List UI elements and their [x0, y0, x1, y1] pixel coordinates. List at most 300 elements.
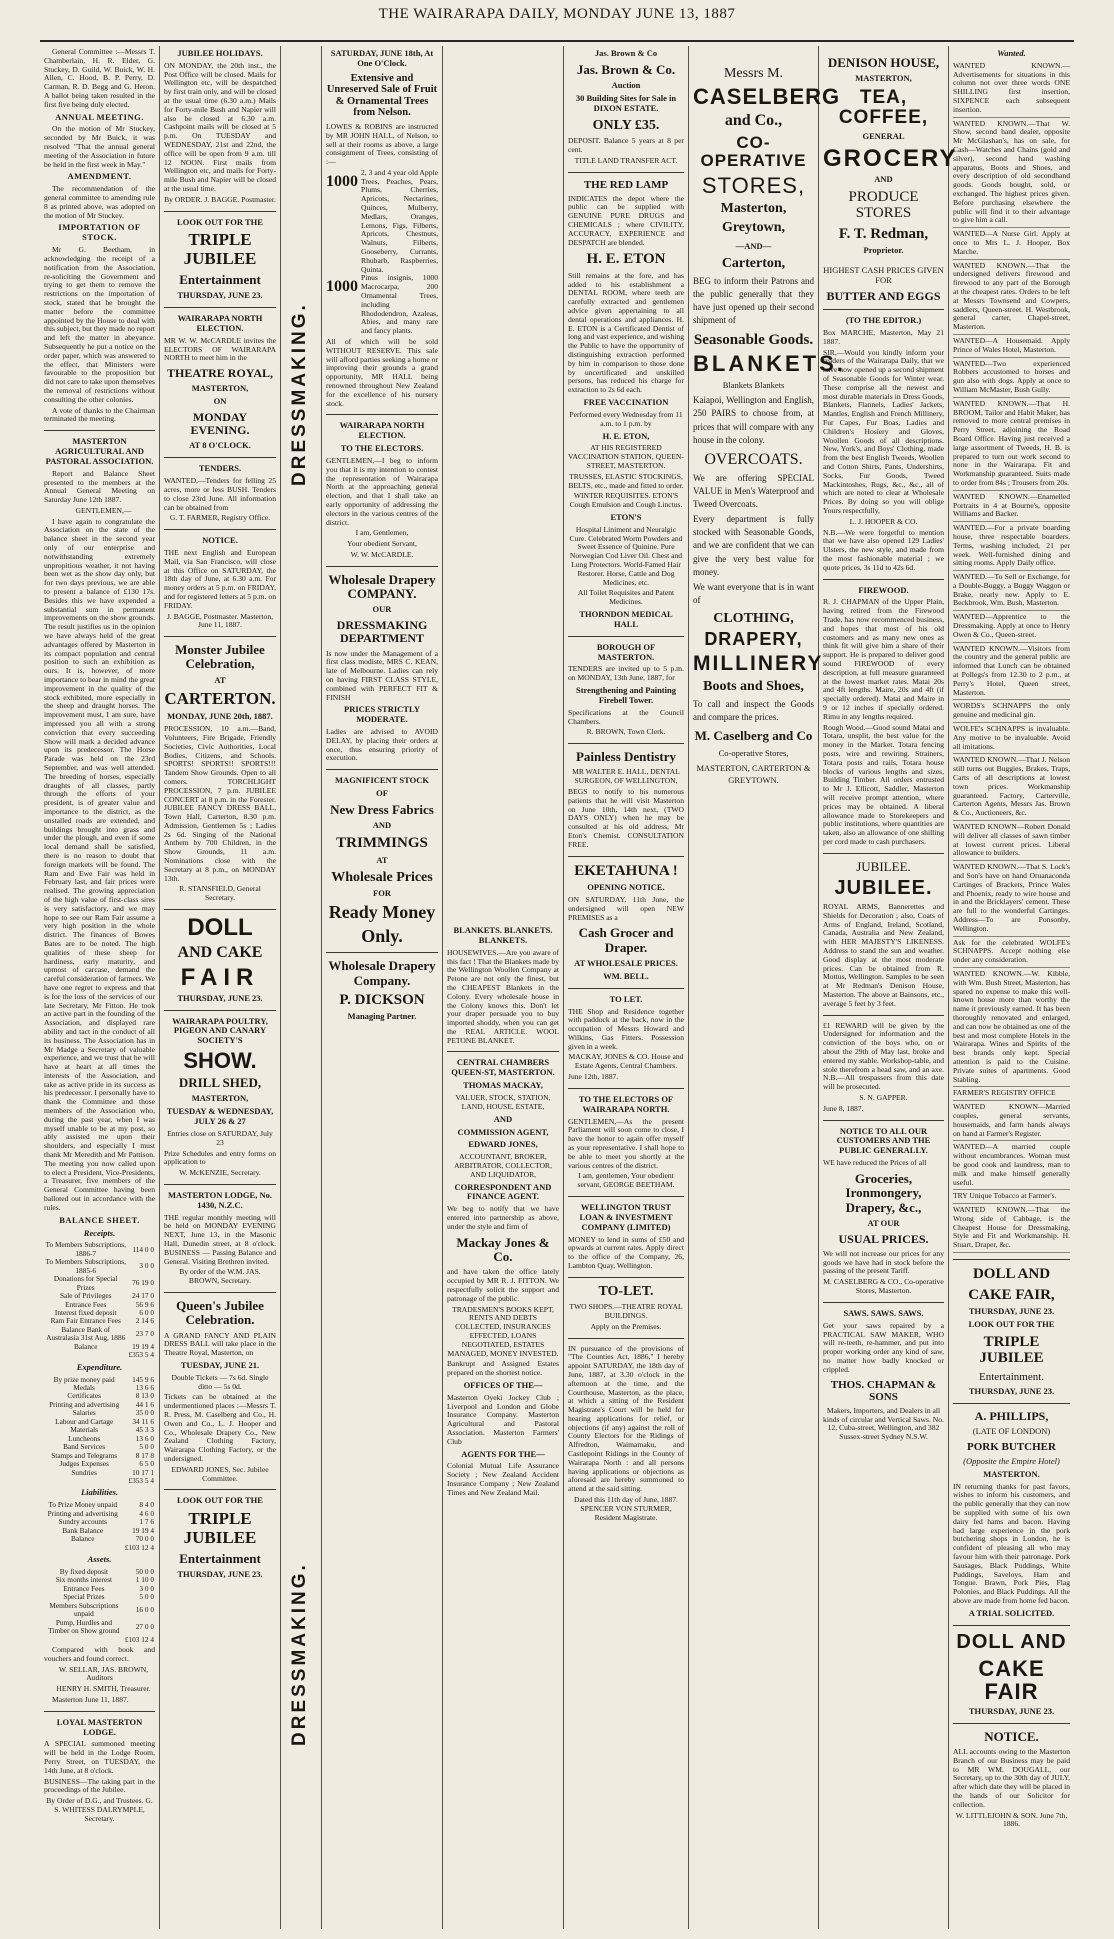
doll-title: DOLL AND: [972, 1266, 1051, 1283]
butter-eggs: BUTTER AND EGGS: [826, 289, 941, 304]
borough-heading: BOROUGH OF MASTERTON.: [596, 641, 656, 662]
wanted-item: WANTED—A married couple without encumbrances. Woman must be good cook and laundress, man to milk and make himself generally useful.: [953, 1143, 1070, 1190]
importation-heading: IMPORTATION OF STOCK.: [58, 222, 141, 243]
triple-jubilee-title: TRIPLE JUBILEE: [979, 1333, 1044, 1367]
entertainment-title: Entertainment: [179, 271, 261, 287]
poultry-heading: WAIRARAPA POULTRY, PIGEON AND CANARY SOCIETY'S: [172, 1015, 268, 1046]
receipts-label: Donations for Special Prizes: [53, 1274, 118, 1292]
stores-title: STORES,: [701, 172, 806, 198]
wanted-item: WANTED KNOWN—Robert Donald will deliver all classes of sawn timber at lowest current prices. Liberal allowance to builders.: [953, 823, 1070, 861]
drapery-title: DRAPERY,: [704, 629, 803, 650]
assets-label: Members Subscriptions unpaid: [49, 1600, 119, 1619]
column-9: [949, 46, 1074, 1929]
grocery-title: GROCERY: [823, 144, 958, 172]
prices-moderate: PRICES STRICTLY MODERATE.: [344, 704, 420, 725]
firewood-heading: FIREWOOD.: [858, 584, 909, 595]
expenditure-amount: 145 9 6: [132, 1374, 154, 1384]
ad-divider: [447, 1051, 559, 1052]
dressmaking-vertical-label-2: DRESSMAKING.: [289, 1562, 310, 1746]
assets-amount: 16 0 0: [135, 1604, 154, 1614]
assets-amount: 50 0 0: [135, 1566, 154, 1576]
and-divider: —AND—: [735, 240, 772, 251]
fair-date-2: THURSDAY, JUNE 23.: [968, 1705, 1055, 1716]
ad-divider: [326, 414, 438, 415]
receipts-amount: 24 17 0: [132, 1291, 154, 1301]
wanted-item: TRY Unique Tobacco at Farmer's.: [953, 1192, 1070, 1204]
eketahuna-ad: [568, 863, 684, 982]
tradesmen-text: TRADESMEN'S BOOKS KEPT, RENTS AND DEBTS COLLECTED, INSURANCES EFFECTED, LOANS NEGOTIATED, ESTATES MANAGED, MONEY INVESTED.: [447, 1304, 559, 1358]
opening-text: ON SATURDAY, 11th June, the undersigned will open NEW PREMISES as a: [568, 894, 684, 922]
receipts-amount: 56 9 6: [135, 1299, 154, 1309]
report-date: Masterton June 11, 1887.: [52, 1694, 129, 1704]
trees-row: [326, 169, 438, 275]
triple-jubilee-ad-2: [164, 1496, 276, 1579]
editor-date: Box MARCHE, Masterton, May 21 1887.: [823, 328, 944, 346]
hall-name: MR WALTER E. HALL, DENTAL SURGEON, OF WELLINGTON,: [572, 767, 680, 786]
blankets-text: HOUSEWIVES.—Are you aware of this fact ! That the Blankets made by the Wellington Woollen Company at Petone are not only the finest, but the CHEAPEST Blankets in the Colony. Every wholesale house in the Colony knows this. Don't let your draper persuade you to buy imported shoddy, when you can get the REAL ARTICLE. WOOL PETONE BLANKET.: [447, 947, 559, 1045]
show-entries: Entries close on SATURDAY, July 23: [167, 1128, 273, 1147]
mackay-name: THOMAS MACKAY,: [463, 1080, 543, 1091]
electors2-signature: I am, gentlemen, Your obedient servant, GEORGE BEETHAM.: [577, 1171, 675, 1190]
wanted-item: WANTED KNOWN.—That the Wrong side of Cabbage, is the Cheapest House for Dressmaking, Style and Fit and Workmanship. H. Stuart, Draper, &c.: [953, 1206, 1070, 1253]
tolet2-apply: Apply on the Premises.: [590, 1321, 662, 1331]
queens-signature: EDWARD JONES, Sec. Jubilee Committee.: [171, 1464, 269, 1483]
election-heading: WAIRARAPA NORTH ELECTION.: [339, 420, 425, 441]
chambers-heading: CENTRAL CHAMBERS QUEEN-ST, MASTERTON.: [451, 1057, 555, 1078]
doll-title: DOLL: [187, 914, 253, 942]
usual-text: We will not increase our prices for any goods we have had in stock before the passing of the present Tariff.: [823, 1248, 944, 1276]
ad-divider: [164, 909, 276, 910]
etons-text: Hospital Liniment and Neuralgic Cure. Celebrated Worm Powders and Sweet Essence of Quinine. Pure Norwegian Cod Liver Oil. Chest and Lung Protectors. World-Famed Hair Restorer. Horse, Cattle and Dog Medicines, etc.: [569, 524, 683, 587]
wanted-item: WANTED KNOWN.—That H. BROOM, Tailor and Habit Maker, has removed to more central premises in Perry Street, adjoining the Road Board Office. Having just received a large assortment of Tweeds, H. B. is prepared to turn out work second to none in the Wairarapa. Fit and Workmanship guaranteed. Suits made to order from 84s ; Trousers from 20s.: [953, 400, 1070, 491]
clothing-title: CLOTHING,: [713, 610, 794, 626]
for-label: FOR: [373, 887, 391, 898]
expenditure-amount: 13 6 0: [135, 1433, 154, 1443]
denison-place: MASTERTON,: [855, 73, 912, 84]
assets-label: Entrance Fees: [63, 1583, 105, 1593]
election-close: I am, Gentlemen,: [355, 528, 409, 538]
edward-titles: ACCOUNTANT, BROKER, ARBITRATOR, COLLECTOR, AND LIQUIDATOR,: [454, 1152, 552, 1179]
call-text: To call and inspect the Goods and compare the prices.: [693, 699, 814, 723]
column-8: [819, 46, 958, 1929]
expenditure-label: Printing and advertising: [49, 1399, 120, 1409]
ad-divider: [823, 853, 944, 854]
receipts-label: Entrance Fees: [65, 1299, 107, 1309]
winter-text: WINTER REQUISITES. ETON'S Cough Emulsion and Cough Linctus.: [569, 491, 683, 510]
jubilee-title: JUBILEE.: [856, 858, 911, 874]
liabilities-amount: 19 19 4: [132, 1525, 154, 1535]
ad-divider: [953, 1259, 1070, 1260]
mackay-and: AND: [493, 1113, 513, 1124]
show-signature: W. McKENZIE, Secretary.: [179, 1168, 261, 1178]
auction-label: Auction: [611, 80, 641, 91]
reward-date: June 8, 1887.: [823, 1103, 864, 1113]
trust-text: MONEY to lend in sums of £50 and upwards at current rates. Apply direct to the office of the Company, 26, Lambton Quay, Wellington.: [568, 1234, 684, 1270]
assets-amount: 27 0 0: [135, 1621, 154, 1631]
mail-notice: [164, 536, 276, 630]
assets-label: Pump, Hurdles and Timber on Show ground: [48, 1617, 120, 1636]
society-intro: Report and Balance Sheet presented to the members at the Annual General Meeting on Saturday June 12th 1887.: [44, 468, 155, 505]
cake-fair-title-2: CAKE FAIR: [978, 1655, 1045, 1704]
mackay-jones-title: Mackay Jones & Co.: [456, 1234, 550, 1265]
blankets-subtitle: Blankets Blankets: [722, 380, 785, 391]
at-label: AT: [376, 854, 388, 865]
fair-date: THURSDAY, JUNE 23.: [177, 992, 263, 1003]
ad-divider: [823, 1015, 944, 1016]
chapman-text: R. J. CHAPMAN of the Upper Plain, having retired from the Firewood Trade, has now recommenced business, and hopes that most of his old customers and as many new ones as think fit will give him a share of their support. He is prepared to deliver good sound FIREWOOD of every description, at full measure guaranteed at the lowest market rates. Matai 20s and 4ft lengths. Maire, 20s and 4ft (if specially ordered). Matai and Maire in 9 or 12 inches if specially ordered. Rimu in any lengths required.: [823, 597, 944, 721]
expenditure-amount: 8 17 8: [135, 1450, 154, 1460]
expenditure-amount: 8 13 0: [135, 1391, 154, 1401]
seasonable-goods: Seasonable Goods.: [693, 331, 814, 348]
liabilities-amount: 70 0 0: [135, 1534, 154, 1544]
offices-heading: OFFICES OF THE—: [463, 1379, 543, 1390]
tenders-text: WANTED,—Tenders for felling 25 acres, more or less BUSH. Tenders to close 23rd June. All information can be obtained from: [164, 476, 276, 512]
drill-place: MASTERTON,: [191, 1093, 249, 1104]
mackay-jones-text: and have taken the office lately occupied by MR R. J. FITTON. We respectfully solicit the support and patronage of the public.: [447, 1267, 559, 1303]
strengthening: Strengthening and Painting Firebell Tower.: [576, 685, 676, 705]
doll-fair-ad: [953, 1266, 1070, 1397]
theatre-name: THEATRE ROYAL,: [166, 366, 274, 381]
queens-jubilee-ad: [164, 1299, 276, 1483]
wanted-item: WANTED KNOWN.—That W. Show, second hand dealer, opposite Mr McGlashan's, has on sale, for Cash—Watches and Chains (gold and silver), second hand washing apparatus, Boots and Shoes, and every description of old secondhand goods. Goods bought, sold, or exchanged. The highest prices given. Before purchasing elsewhere the public will find it to their advantage to give him a call.: [953, 120, 1070, 229]
notice-signature: J. BAGGE, Postmaster. Masterton, June 11, 1887.: [166, 611, 274, 630]
sites-title: TITLE LAND TRANSFER ACT.: [574, 155, 678, 165]
dickson-name: P. DICKSON: [339, 991, 425, 1008]
blankets-heading: BLANKETS. BLANKETS. BLANKETS.: [453, 925, 553, 945]
expenditure-label: Certificates: [67, 1391, 101, 1401]
customers-text: WE have reduced the Prices of all: [823, 1158, 927, 1168]
greytown-town: Greytown,: [721, 220, 786, 236]
expenditure-total: £353 5 4: [128, 1476, 154, 1485]
to-let-shops-ad: [568, 1284, 684, 1332]
balance-sheet-heading: BALANCE SHEET.: [59, 1214, 140, 1225]
wholesale-label: AT WHOLESALE PRICES.: [574, 957, 678, 968]
wanted-list: [953, 62, 1070, 1253]
jubilee-decorations-ad: [823, 860, 944, 1009]
theatre-place: MASTERTON,: [191, 383, 249, 394]
receipts-row: [44, 1258, 155, 1275]
cake-fair-title: CAKE FAIR,: [968, 1286, 1055, 1303]
dressmaking-vertical-label: DRESSMAKING.: [289, 302, 310, 486]
balance-sheet-report: [44, 437, 155, 1705]
receipts-amount: 2 14 6: [135, 1316, 154, 1326]
assets-row: [44, 1602, 155, 1619]
lodge-notice: [44, 1718, 155, 1824]
correspondent: CORRESPONDENT AND FINANCE AGENT.: [454, 1181, 552, 1202]
medical-hall: THORNDON MEDICAL HALL: [579, 608, 673, 629]
hall-text: BEGS to notify to his numerous patients that he will visit Masterton on June 10th, 14th next, (TWO DAYS ONLY) when he may be consulted at his old address, Mr Eton's Chemist. CONSULTATION FREE.: [568, 787, 684, 849]
receipts-label: Sale of Privileges: [59, 1291, 112, 1301]
brown-auction-ad: [568, 49, 684, 166]
pork-butcher: PORK BUTCHER: [967, 1440, 1056, 1453]
denison-house-ad: [823, 55, 958, 304]
liabilities-label: To Prize Money unpaid: [48, 1500, 118, 1510]
counties-text: IN pursuance of the provisions of "The Counties Act, 1886," I hereby appoint SATURDAY, the 18th day of June, 1887, at 3.30 o'clock in the afternoon at the time, and the Courthouse, Masterton, as the place, at which a sitting of the Resident Magistrate's Court will be held for hearing applications for relief, or objections (if any) against the roll of County Electors for the Ridings of Alfredton, Waimamaku, and Castlepoint Ridings in the County of Wairarapa North : and all persons having applications or objections as aforesaid are hereby summoned to attend at the said sitting.: [568, 1343, 684, 1494]
masthead-title: THE WAIRARAPA DAILY, MONDAY JUNE 13, 1887: [378, 6, 736, 22]
notice-text: THE next English and European Mail, via San Francisco, will close at this Office on SATURDAY, the 18th day of June, at 6.30 a.m. For money orders at 5 p.m. on FRIDAY, and for registered letters at 5 p.m. on FRIDAY.: [164, 547, 276, 610]
mccardle-election-ad: [326, 421, 438, 559]
our-label: OUR: [372, 604, 392, 615]
wanted-item: WANTED KNOWN.—W. Kibble, with Wm. Bush Street, Masterton, has spared no expense to make this well-known house more than worthy the name it previously earned. It has been thoroughly renovated and enlarged, and can now be obtained as one of the best and most complete Hotels in the Wairarapa. Wines and Spirits of the best brands only kept. Special attention is paid to the Cuisine. Private suites of apartments. Good Stabling.: [953, 970, 1070, 1087]
wholesale-prices: Wholesale Prices: [331, 869, 433, 885]
receipts-amount: 114 0 0: [132, 1244, 154, 1254]
and-co-label: and Co.,: [724, 112, 783, 130]
election-signature: W. W. McCARDLE.: [350, 549, 414, 559]
sale-text: LOWES & ROBINS are instructed by MR JOHN HALL, of Nelson, to sell at their rooms as above, a large consignment of Trees, consisting of :—: [326, 121, 438, 167]
expenditure-label: Luncheons: [68, 1433, 101, 1443]
trees-text-1: 2, 3 and 4 year old Apple Trees, Peaches, Pears, Plums, Cherries, Apricots, Nectarines, Quinces, Mulberry, Medlars, Oranges, Lemons, Figs, Filberts, Apricots, Chestnuts, Walnuts, Filberts, Gooseberry, Currants, Rhubarb, Raspberries, Quinta.: [361, 167, 438, 274]
column-1: [40, 46, 159, 1929]
ad-divider: [164, 1489, 276, 1490]
liabilities-total: £103 12 4: [124, 1542, 154, 1552]
ready-money: Ready Money: [328, 901, 436, 922]
assets-label: By fixed deposit: [59, 1566, 109, 1576]
ad-divider: [953, 1403, 1070, 1404]
eketahuna-title: EKETAHUNA !: [574, 862, 678, 879]
red-lamp: THE RED LAMP: [583, 178, 669, 191]
expenditure-amount: 35 0 0: [135, 1408, 154, 1418]
firewood-ad: [823, 586, 944, 847]
show-text: Prize Schedules and entry forms on application to: [164, 1148, 276, 1167]
wanted-item: WANTED—Two experienced Robbers accustomed to horses and gun also with dogs. Apply at once to William McMaster, Bush Gully.: [953, 360, 1070, 398]
borough-tenders-ad: [568, 643, 684, 737]
queens-text2: Tickets can be obtained at the undermentioned places :—Messrs T. R. Press, M. Caselberg and Co., H. Owen and Co., L. J. Hooper and Co., Wholesale Drapery Co., New Zealand Clothing Factory, Wairarapa Clothing Factory, or the undersigned.: [164, 1392, 276, 1464]
show-title: SHOW.: [183, 1048, 257, 1074]
magnificent-stock: MAGNIFICENT STOCK: [335, 775, 429, 786]
expenditure-label: Sundries: [71, 1467, 97, 1477]
column-6: [564, 46, 688, 1929]
auditors: W. SELLAR, JAS. BROWN, Auditors: [58, 1664, 149, 1683]
only-label: Only.: [361, 925, 403, 946]
ad-divider: [953, 1625, 1070, 1626]
ad-divider: [568, 1277, 684, 1278]
association-report: [44, 48, 155, 424]
monster-text: PROCESSION, 10 a.m.—Band, Volunteers, Fire Brigade, Friendly Societies, Civic Authorities, Local Bodies, Citizens, and Schools. SPORTS! SPORTS!! SPORTS!!! Tandem Show Grounds. Open to all comers. TORCHLIGHT PROCESSION, 7 p.m. JUBILEE CONCERT at 8 p.m. in the Forester. JUBILEE FANCY DRESS BALL, Town Hall, Carterton, 8.30 p.m. Admission, Gentlemen 5s ; Ladies 2s 6d. Singing of the National Anthem by 700 Children, in the Show Grounds, 11 a.m. Nominations close with the Secretary at 8 p.m., on MONDAY 13th.: [164, 724, 276, 883]
holidays-notice: [164, 49, 276, 205]
expenditure-amount: 5 0 0: [139, 1442, 154, 1452]
chapman-text-2: Rough Wood.—Good sound Matai and Totara, unsplit, the best value for the money in the Market. Totara fencing posts, wire and rewiring. Strainers, Totara posts and rails, Totara house blocks of various lengths and sizes, Building Timber. All orders entrusted to Mr J. Ellicott, Saddler, Masterton will receive prompt attention, where prices may be obtained. A liberal allowance made to Storekeepers and public institutions, where quantities are taken, also an allowance of one shilling per cord made to cash purchasers.: [823, 722, 944, 846]
entertainment-date: THURSDAY, JUNE 23.: [968, 1385, 1055, 1396]
hooper-signature: L. J. HOOPER & CO.: [849, 516, 918, 526]
theatre-day: MONDAY EVENING.: [190, 410, 250, 438]
expenditure-label: Stamps and Telegrams: [51, 1450, 118, 1460]
of-label: OF: [376, 788, 388, 799]
doll-fair-ad-2: [953, 1632, 1070, 1717]
dressmaking-text: Is now under the Management of a first class modiste, MRS C. KEAN, late of Melbourne. Ladies can rely on having FIRST CLASS STYLE, combined with PERFECT FIT & FINISH: [326, 648, 438, 702]
liabilities-heading: Liabilities.: [80, 1487, 119, 1498]
chapman-sons: THOS. CHAPMAN & SONS: [830, 1378, 937, 1403]
lookout-text: LOOK OUT FOR THE: [968, 1318, 1055, 1329]
royal-arms-text: ROYAL ARMS, Bannerettes and Shields for Decoration ; also, Coats of Arms of England, Ireland, Scotland, Canada, Australia and New Zealand, with HER MAJESTY'S LIKENESS. Address to stand the sun and weather. Good display at the most moderate prices. Can be obtained from R. Mottus, Wellington. Samples to be seen at Mr Redman's Denison House, Masterton. The above at Bainsons, etc., average 5 feet by 3 feet.: [823, 902, 944, 1008]
ad-divider: [823, 579, 944, 580]
receipts-amount: 76 19 0: [132, 1278, 154, 1288]
new-dress-fabrics: New Dress Fabrics: [330, 801, 434, 817]
messrs-label: Messrs M.: [723, 66, 784, 81]
column-2: [160, 46, 280, 1929]
sale-date: SATURDAY, JUNE 18th, At One O'Clock.: [330, 48, 434, 68]
vaccination-text: Performed every Wednesday from 11 a.m. to 1 p.m. by: [569, 409, 683, 428]
notice-heading: NOTICE.: [202, 535, 238, 546]
and-label: AND: [372, 820, 392, 831]
doll-cake-fair-ad: [164, 916, 276, 1003]
poultry-show-ad: [164, 1017, 276, 1178]
receipts-table: [44, 1241, 155, 1359]
monster-jubilee-ad: [164, 643, 276, 903]
ad-divider: [823, 309, 944, 310]
ad-divider: [568, 743, 684, 744]
eton-chemist-ad: [568, 179, 684, 630]
annual-meeting-heading: ANNUAL MEETING.: [55, 111, 144, 122]
editor-heading: (TO THE EDITOR.): [845, 315, 922, 326]
salutation: GENTLEMEN,—: [75, 505, 132, 515]
assets-amount: 5 0 0: [139, 1592, 154, 1602]
masterton-town: Masterton,: [720, 200, 787, 216]
sites-price: ONLY £35.: [592, 117, 660, 133]
liabilities-amount: 1 7 6: [139, 1517, 154, 1527]
eton-name-2: H. E. ETON,: [602, 430, 650, 441]
reward-text: £1 REWARD will be given by the Undersigned for information and the conviction of the boys who, on or about the 29th of May last, broke and entered my stable. Workshop-table, and stole therefrom a head saw, and an axe. N.B.—All trespassers from this date will be prosecuted.: [823, 1020, 944, 1092]
overcoats-text: We are offering SPECIAL VALUE in Men's Waterproof and Tweed Overcoats.: [693, 473, 814, 510]
receipts-row: [44, 1241, 155, 1258]
column-5: [443, 46, 563, 1929]
opening-notice: OPENING NOTICE.: [587, 882, 665, 893]
customers-notice: [823, 1127, 944, 1296]
entertainment-title: Entertainment.: [978, 1370, 1045, 1383]
borough-signature: R. BROWN, Town Clerk.: [586, 727, 666, 737]
expenditure-amount: 6 5 0: [139, 1459, 154, 1469]
triple-jubilee-ad: [164, 218, 276, 301]
amendment-text: The recommendation of the general committee to amending rule 8 as printed above, was adopted on the motion of Mr Stuckey.: [44, 184, 155, 220]
millinery-title: MILLINERY: [693, 651, 824, 675]
queens-text: A GRAND FANCY AND PLAIN DRESS BALL will take place in the Theatre Royal, Masterton, on: [164, 1330, 276, 1358]
fair-title: FAIR: [180, 963, 260, 991]
blankets-ad: [447, 926, 559, 1045]
phillips-place: MASTERTON.: [983, 1468, 1040, 1479]
expenditure-heading: Expenditure.: [76, 1361, 123, 1372]
receipts-label: To Members Subscriptions, 1885-6: [45, 1257, 126, 1275]
theatre-time: AT 8 O'CLOCK.: [189, 440, 251, 451]
receipts-label: Balance: [73, 1341, 98, 1351]
customers-heading: NOTICE TO ALL OUR CUSTOMERS AND THE PUBLIC GENERALLY.: [836, 1125, 931, 1156]
reward-signature: S. N. GAPPER.: [859, 1092, 908, 1102]
monster-signature: R. STANSFIELD, General Secretary.: [179, 884, 261, 903]
column-3: [281, 46, 321, 1929]
ad-divider: [164, 1010, 276, 1011]
expenditure-label: By prize money paid: [53, 1374, 115, 1384]
littlejohn-notice: [953, 1730, 1070, 1829]
treasurer: HENRY H. SMITH, Treasurer.: [56, 1684, 151, 1694]
notice-signature: W. LITTLEJOHN & SON. June 7th, 1886.: [955, 1810, 1068, 1829]
ad-divider: [568, 1088, 684, 1089]
expenditure-label: Band Services: [63, 1442, 106, 1452]
ad-divider: [568, 988, 684, 989]
expenditure-label: Medals: [73, 1383, 95, 1393]
expenditure-label: Salaries: [72, 1408, 96, 1418]
at-our-label: AT OUR: [867, 1217, 900, 1228]
ad-divider: [568, 1338, 684, 1339]
assets-amount: 3 0 0: [139, 1583, 154, 1593]
begs-text: BEG to inform their Patrons and the public generally that they have just opened up their second shipment of: [693, 276, 814, 326]
wanted-item: WANTED.—To Sell or Exchange, for a Double-Buggy, a Buggy Waggon or Brake, nearly new. Apply to E. Beckbrook, Wm. Bush, Masterton.: [953, 573, 1070, 611]
eton-text: Still remains at the fore, and has added to his establishment a DENTAL ROOM, where teeth are carefully extracted and gentlemen advice given appertaining to all dental operations and appliances. H. E. ETON is a Certificated Dentist of long and vast experience, and wishing the Public to have the opportunity of distinguishing extraction performed by him in comparison to those done by uncertificated and unskilled persons, has reduced his charge for extraction to 2s 6d each.: [568, 270, 684, 395]
redman-name: F. T. Redman,: [838, 225, 929, 242]
expenditure-label: Labour and Cartage: [55, 1416, 114, 1426]
wanted-heading: Wanted.: [997, 48, 1026, 58]
trees-text-2: Pinus insignis, 1000 Macrocarpa, 200 Ornamental Trees, including Rhododendron, Azaleas, Abies, and many rare and fancy plants.: [361, 273, 438, 336]
liabilities-label: Bank Balance: [62, 1525, 104, 1535]
receipts-amount: 3 0 0: [139, 1261, 154, 1271]
ad-divider: [823, 1302, 944, 1303]
to-let-ad: [568, 995, 684, 1082]
assets-label: Six months interest: [55, 1575, 113, 1585]
sites-text: 30 Building Sites for Sale in DIXON ESTATE.: [575, 93, 677, 113]
society-heading: MASTERTON AGRICULTURAL AND PASTORAL ASSOCIATION.: [45, 436, 154, 466]
trust-loan-ad: [568, 1203, 684, 1271]
overcoats-title: OVERCOATS.: [704, 450, 803, 468]
lodge2-heading: MASTERTON LODGE, No. 1430, N.Z.C.: [168, 1189, 272, 1210]
counties-signature: Dated this 11th day of June, 1887. SPENCER VON STURMER, Resident Magistrate.: [574, 1495, 678, 1522]
wholesale-company: Wholesale Drapery Company.: [328, 958, 436, 988]
ad-divider: [164, 457, 276, 458]
ad-divider: [164, 1292, 276, 1293]
tolet-heading: TO LET.: [609, 993, 643, 1004]
entertainment-date: THURSDAY, JUNE 23.: [177, 290, 263, 301]
masonic-lodge-ad: [164, 1191, 276, 1286]
lodge-heading: LOYAL MASTERTON LODGE.: [56, 1716, 143, 1737]
wanted-item: Ask for the celebrated WOLFE's SCHNAPPS. Accept nothing else under any consideration.: [953, 939, 1070, 968]
lookout-text-2: LOOK OUT FOR THE: [177, 1495, 263, 1506]
saws-text: Get your saws repaired by a PRACTICAL SAW MAKER, WHO will re-teeth, re-hammer, and put into proper working order any kind of saw, no matter how badly knocked or crippled.: [823, 1320, 944, 1374]
bell-name: WM. BELL.: [603, 970, 649, 981]
wanted-item: WANTED KNOWN.—Enamelled Portraits in 4 at Bourne's, opposite Williams and Backer.: [953, 493, 1070, 522]
wanted-item: WANTED KNOWN.—Visitors from the country and the general public are informed that Lunch can be obtained at Pollegs's from 12.30 to 2 p.m., at Perry's Hotel, Queen street, Masterton.: [953, 645, 1070, 701]
assets-table: [44, 1568, 155, 1644]
grocer-title: Cash Grocer and Draper.: [578, 925, 674, 955]
electors-heading: TO THE ELECTORS.: [340, 443, 424, 454]
tolet-date: June 12th, 1887.: [568, 1072, 619, 1082]
vaccination-station: AT HIS REGISTERED VACCINATION STATION, QUEEN-STREET, MASTERTON.: [568, 443, 684, 470]
etons-label: ETON'S: [610, 511, 642, 522]
trees-row-2: [326, 274, 438, 336]
electors2-text: GENTLEMEN,—As the present Parliament will soon come to close, I have the honor to again offer myself as your representative. I shall hope to be able to meet you shortly at the various centres of the district.: [568, 1116, 684, 1170]
election-close-2: Your obedient Servant,: [347, 539, 417, 549]
committee-text: General Committee :—Messrs T. Chamberlain, H. R. Elder, G. Stuckey, D. Guild, W. Buick, W. H. Allen, C. Hood, B. P. Perry, D. Carman, R. D. Begg and G. Heron. A ballot being taken resulted in the first five being duly elected.: [44, 47, 155, 109]
trusses-text: TRUSSES, ELASTIC STOCKINGS, BELTS, etc., made and fitted to order.: [568, 471, 684, 490]
sale-heading: Extensive and Unreserved Sale of Fruit & Ornamental Trees from Nelson.: [326, 72, 438, 119]
thanks-text: A vote of thanks to the Chairman terminated the meeting.: [44, 405, 155, 424]
hooper-letter: [823, 316, 944, 572]
liabilities-label: Sundry accounts: [58, 1517, 107, 1527]
trimmings-title: TRIMMINGS: [336, 835, 428, 852]
wanted-item: WANTED KNOWN.—Advertisements for situations in this column not over three words ONE SHILLING first insertion, SIXPENCE each subsequent insertion.: [953, 62, 1070, 118]
general-label: GENERAL: [862, 131, 905, 142]
dentistry-ad: [568, 750, 684, 849]
assets-heading: Assets.: [87, 1554, 112, 1565]
ad-divider: [44, 1711, 155, 1712]
and-cake-title: AND CAKE: [177, 944, 263, 962]
phillips-opposite: (Opposite the Empire Hotel): [963, 1455, 1060, 1466]
proprietor-label: Proprietor.: [863, 245, 904, 256]
importation-text: Mr G. Beetham, in acknowledging the receipt of a notification from the Association, re-soliciting the Government and trying to get them to remove the restrictions on the importation of stock, stated that he brought the matter before the committee appointed by the House to deal with this subject, but they made no report and left the matter in abeyance. Subsequently he put a notice on the order paper, which was answered to the effect, that Ministers were favourable to the proposition but did not care to take upon themselves the removal of restrictions without consulting the other colonies.: [44, 245, 155, 404]
election-text: GENTLEMEN,—I beg to inform you that it is my intention to contest the representation of Wairarapa North at the approaching general election, and that I shall take an early opportunity of addressing the electors in the various centres of the district.: [326, 455, 438, 527]
assets-total: £103 12 4: [124, 1634, 154, 1644]
expenditure-label: Materials: [70, 1425, 98, 1435]
holidays-text: ON MONDAY, the 20th inst., the Post Office will be closed. Mails for Wellington etc, will be despatched by first train only, and will be closed at the usual time (6.30 a.m.) Mails for Forty-mile Bush and Napier will also be closed at 6.30 a.m. Cashpoint mails will be closed at 5 p.m. On TUESDAY and WEDNESDAY, 21st and 22nd, the office will be open from 9 a.m. till 12 NOON. First mails from Wellington etc, and mails for Forty-mile Bush and Napier will be closed at the usual time.: [164, 60, 276, 194]
notify-text: We beg to notify that we have entered into partnership as above, under the style and firm of: [447, 1204, 559, 1231]
trust-heading: WELLINGTON TRUST LOAN & INVESTMENT COMPANY (LIMITED): [579, 1201, 673, 1232]
phillips-text: IN returning thanks for past favors, wishes to inform his customers, and the public generally that they can now be supplied with some of his own dairy fed hams and bacon. Having had large experience in the pork butchering shops in London, he is confident of pleasing all who may favour him with their patronage. Pork Sausages, Black Puddings, White Puddings, Saveloys, Ham and Tongue. Brawn, Pork Pies, Flag Polonies, and Black Puddings. All the above are made from home fed bacon.: [953, 1481, 1070, 1605]
ad-divider: [326, 769, 438, 770]
